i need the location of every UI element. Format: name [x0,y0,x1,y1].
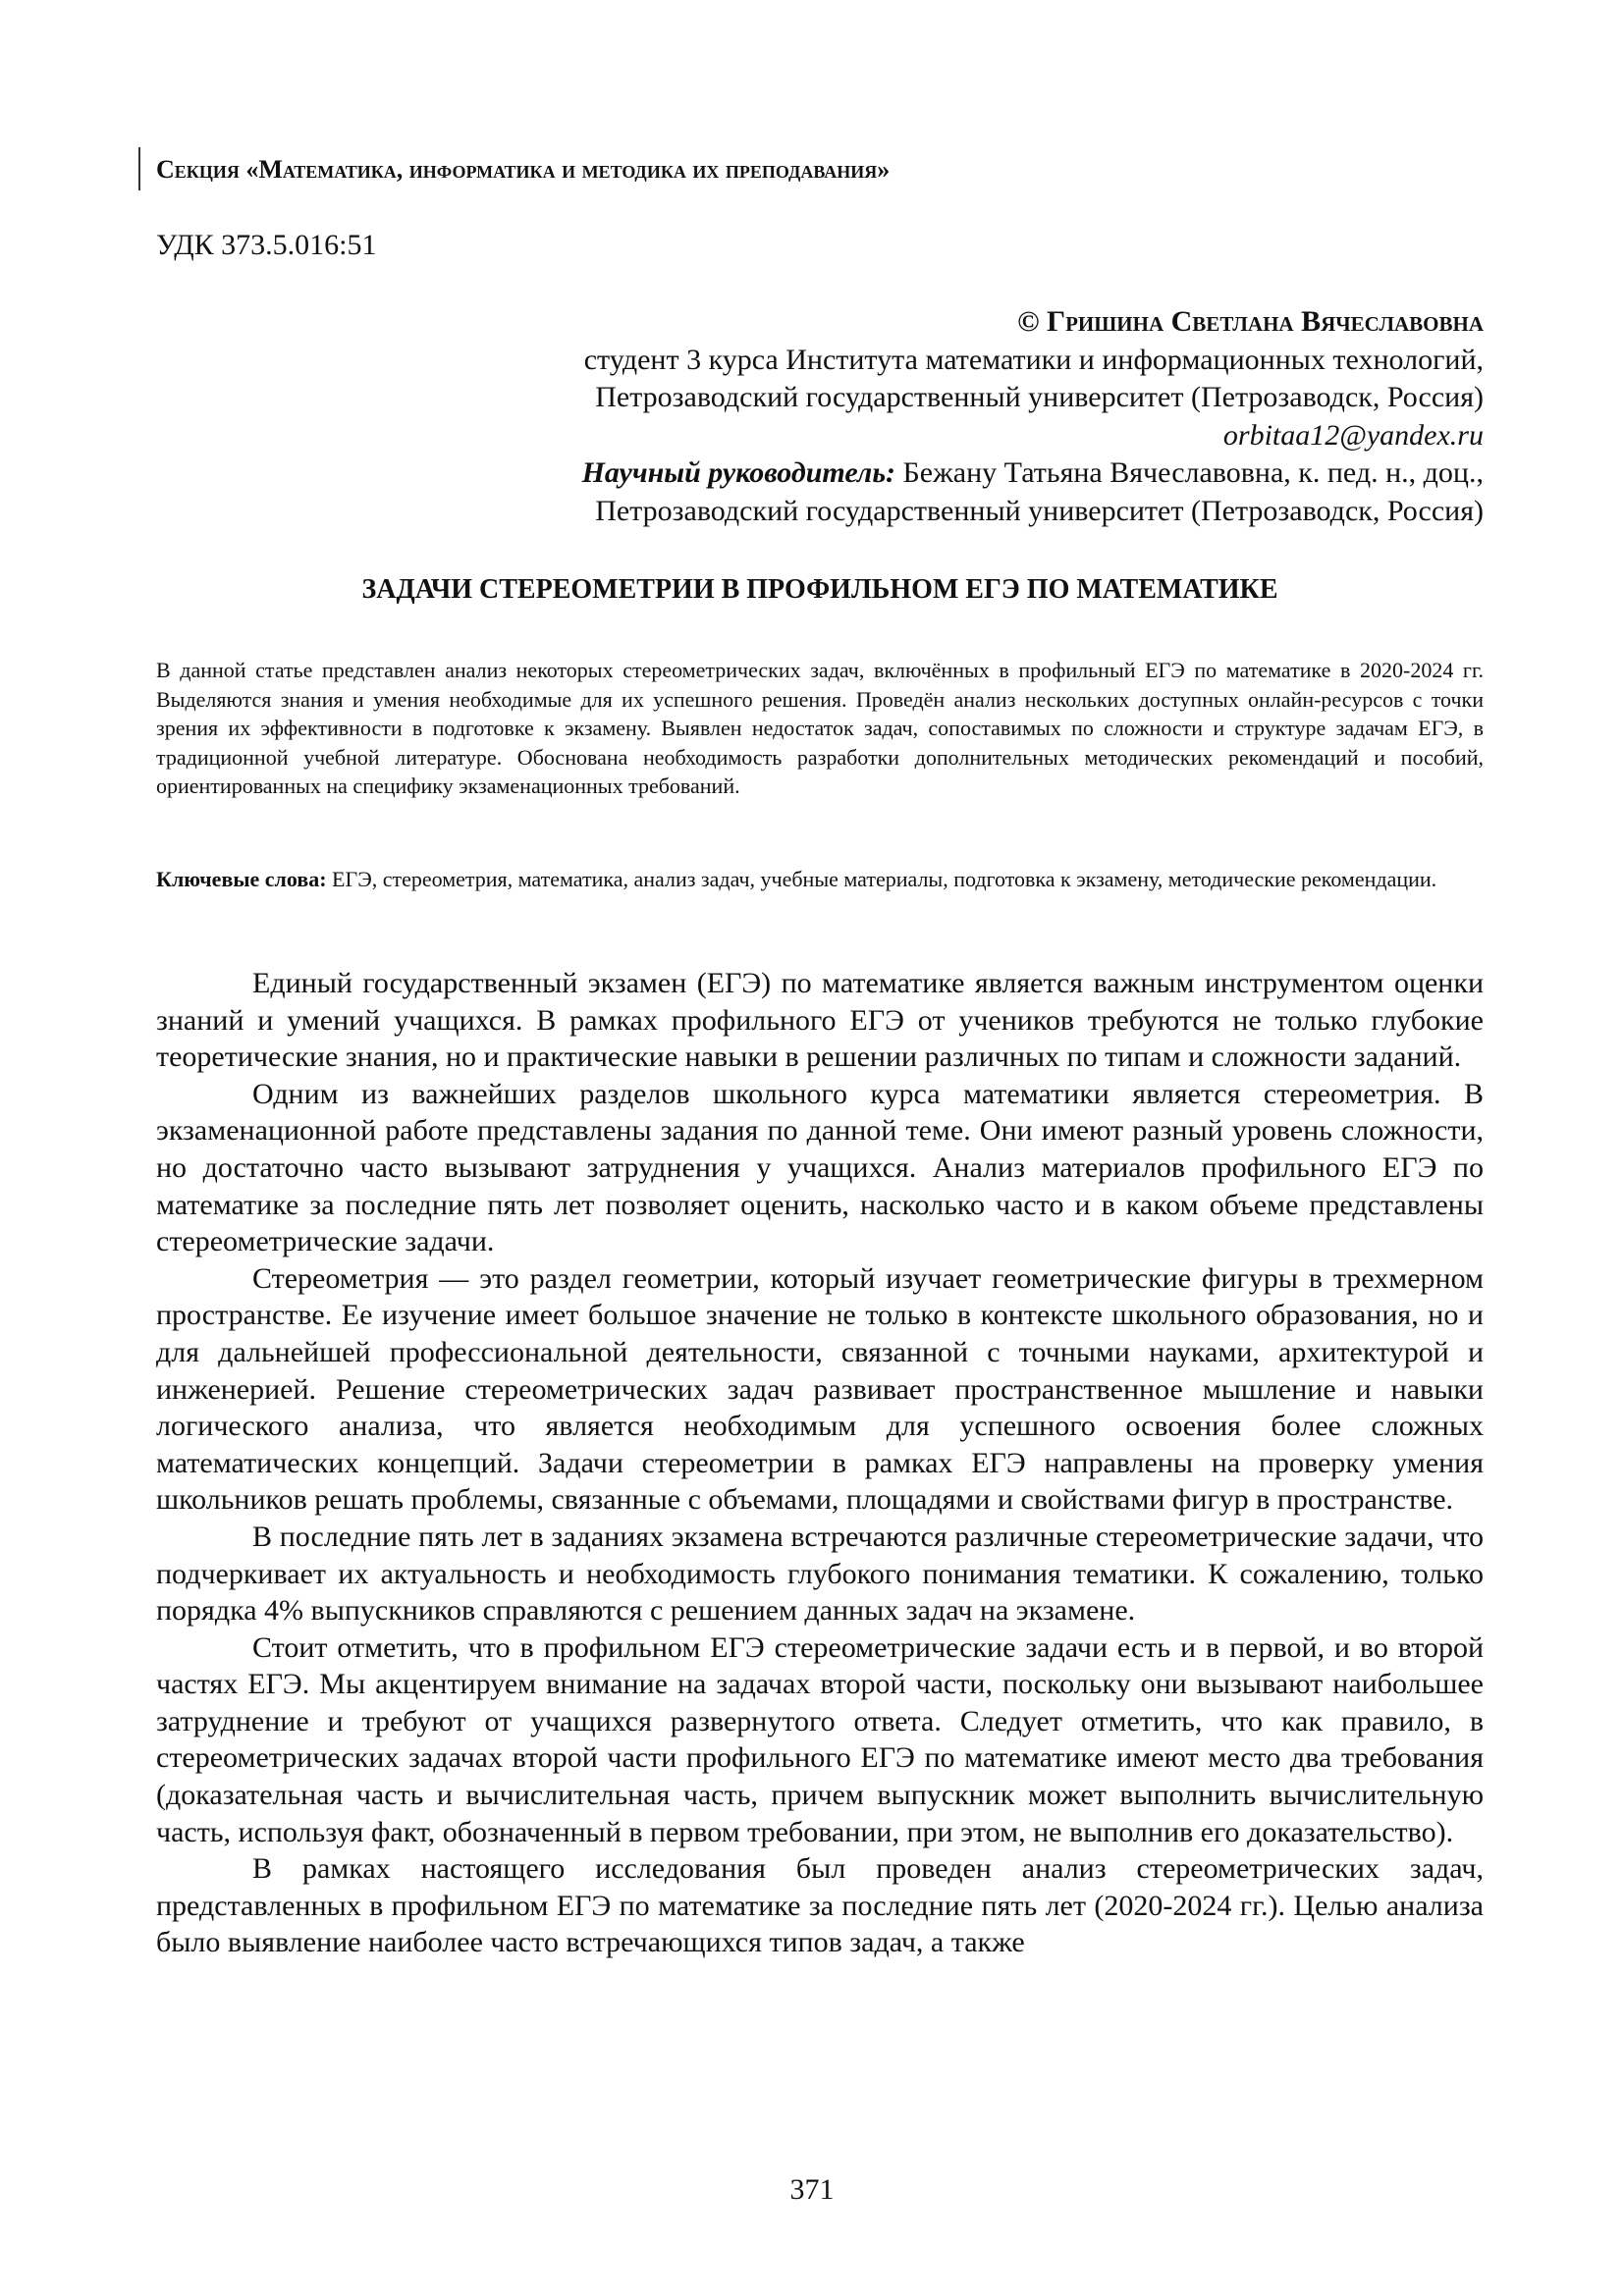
supervisor-affiliation: Петрозаводский государственный университет (Петрозаводск, Россия) [595,494,1484,527]
section-margin-bar [138,147,140,190]
section-heading: Секция «Математика, информатика и методика их преподавания» [156,155,891,184]
article-body [156,965,1484,1961]
body-paragraph: В последние пять лет в заданиях экзамена встречаются различные стереометрические задачи, что подчеркивает их актуальность и необходимость глубокого понимания тематики. К сожалению, только порядка 4% выпускников справляются с решением данных задач на экзамене. [156,1520,1484,1628]
keywords-label: Ключевые слова: [156,867,327,891]
supervisor-line [404,454,1484,493]
article-title: ЗАДАЧИ СТЕРЕОМЕТРИИ В ПРОФИЛЬНОМ ЕГЭ ПО МАТЕМАТИКЕ [361,574,1278,605]
author-position: студент 3 курса Института математики и информационных технологий, [583,343,1484,376]
supervisor-name: Бежану Татьяна Вячеславовна, к. пед. н., доц., [895,456,1484,489]
page-number: 371 [789,2173,835,2206]
author-block [404,303,1484,530]
author-email[interactable]: orbitaa12@yandex.ru [1222,418,1484,452]
body-paragraph: Единый государственный экзамен (ЕГЭ) по математике является важным инструментом оценки знаний и умений учащихся. В рамках профильного ЕГЭ от учеников требуются не только глубокие теоретические знания, но и практические навыки в решении различных по типам и сложности заданий. [156,967,1484,1074]
body-paragraph: В рамках настоящего исследования был проведен анализ стереометрических задач, представленных в профильном ЕГЭ по математике за последние пять лет (2020-2024 гг.). Целью анализа было выявление наиболее часто встречающихся типов задач, а также [156,1852,1484,1959]
abstract: В данной статье представлен анализ некоторых стереометрических задач, включённых в профильный ЕГЭ по математике в 2020-2024 гг. Выделяются знания и умения необходимые для их успешного решения. Проведён анализ нескольких доступных онлайн-ресурсов с точки зрения их эффективности в подготовке к экзамену. Выявлен недостаток задач, сопоставимых по сложности и структуре задачам ЕГЭ, в традиционной учебной литературе. Обоснована необходимость разработки дополнительных методических рекомендаций и пособий, ориентированных на специфику экзаменационных требований. [156,658,1484,798]
supervisor-label: Научный руководитель: [581,456,896,489]
body-paragraph: Стоит отметить, что в профильном ЕГЭ стереометрические задачи есть и в первой, и во второй частях ЕГЭ. Мы акцентируем внимание на задачах второй части, поскольку они вызывают наибольшее затруднение и требуют от учащихся развернутого ответа. Следует отметить, что как правило, в стереометрических задачах второй части профильного ЕГЭ по математике имеют место два требования (доказательная часть и вычислительная часть, причем выпускник может выполнить вычислительную часть, используя факт, обозначенный в первом требовании, при этом, не выполнив его доказательство). [156,1630,1484,1848]
body-paragraph: Стереометрия — это раздел геометрии, который изучает геометрические фигуры в трехмерном пространстве. Ее изучение имеет большое значение не только в контексте школьного образования, но и для дальнейшей профессиональной деятельности, связанной с точными науками, архитектурой и инженерией. Решение стереометрических задач развивает пространственное мышление и навыки логического анализа, что является необходимым для успешного освоения более сложных математических концепций. Задачи стереометрии в рамках ЕГЭ направлены на проверку умения школьников решать проблемы, связанные с объемами, площадями и свойствами фигур в пространстве. [156,1261,1484,1517]
author-affiliation: Петрозаводский государственный университет (Петрозаводск, Россия) [595,381,1484,413]
body-paragraph: Одним из важнейших разделов школьного курса математики является стереометрия. В экзаменационной работе представлены задания по данной теме. Они имеют разный уровень сложности, но достаточно часто вызывают затруднения у учащихся. Анализ материалов профильного ЕГЭ по математике за последние пять лет позволяет оценить, насколько часто и в каком объеме представлены стереометрические задачи. [156,1077,1484,1258]
author-name: © Гришина Светлана Вячеславовна [1017,305,1484,338]
udk-code: УДК 373.5.016:51 [156,229,377,261]
keywords [156,865,1484,894]
keywords-list: ЕГЭ, стереометрия, математика, анализ задач, учебные материалы, подготовка к экзамену, методические рекомендации. [326,867,1437,891]
